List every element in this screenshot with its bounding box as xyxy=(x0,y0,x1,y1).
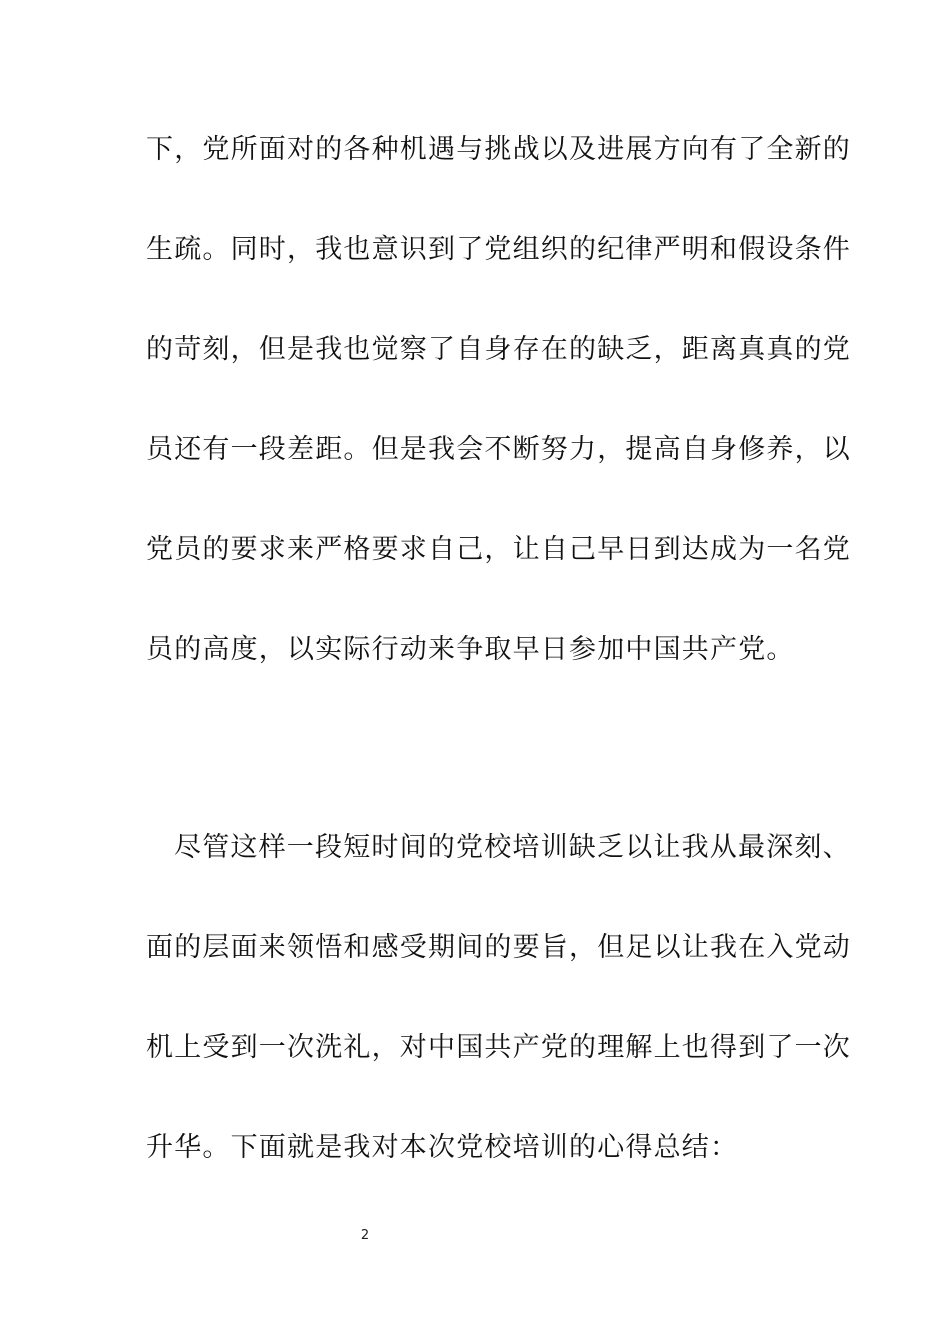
paragraph-1-line-6: 员的高度，以实际行动来争取早日参加中国共产党。 xyxy=(146,634,795,665)
paragraph-2-line-3: 机上受到一次洗礼，对中国共产党的理解上也得到了一次 xyxy=(146,1032,851,1063)
paragraph-1-line-3: 的苛刻，但是我也觉察了自身存在的缺乏，距离真真的党 xyxy=(146,334,851,365)
paragraph-2-line-1: 尽管这样一段短时间的党校培训缺乏以让我从最深刻、 xyxy=(174,832,851,863)
page-number: 2 xyxy=(360,1228,370,1243)
paragraph-1-line-5: 党员的要求来严格要求自己，让自己早日到达成为一名党 xyxy=(146,534,851,565)
paragraph-1-line-1: 下，党所面对的各种机遇与挑战以及进展方向有了全新的 xyxy=(146,134,851,165)
paragraph-2-line-2: 面的层面来领悟和感受期间的要旨，但足以让我在入党动 xyxy=(146,932,851,963)
paragraph-2-line-4: 升华。下面就是我对本次党校培训的心得总结： xyxy=(146,1132,739,1163)
paragraph-1-line-2: 生疏。同时，我也意识到了党组织的纪律严明和假设条件 xyxy=(146,234,851,265)
paragraph-1-line-4: 员还有一段差距。但是我会不断努力，提高自身修养，以 xyxy=(146,434,851,465)
